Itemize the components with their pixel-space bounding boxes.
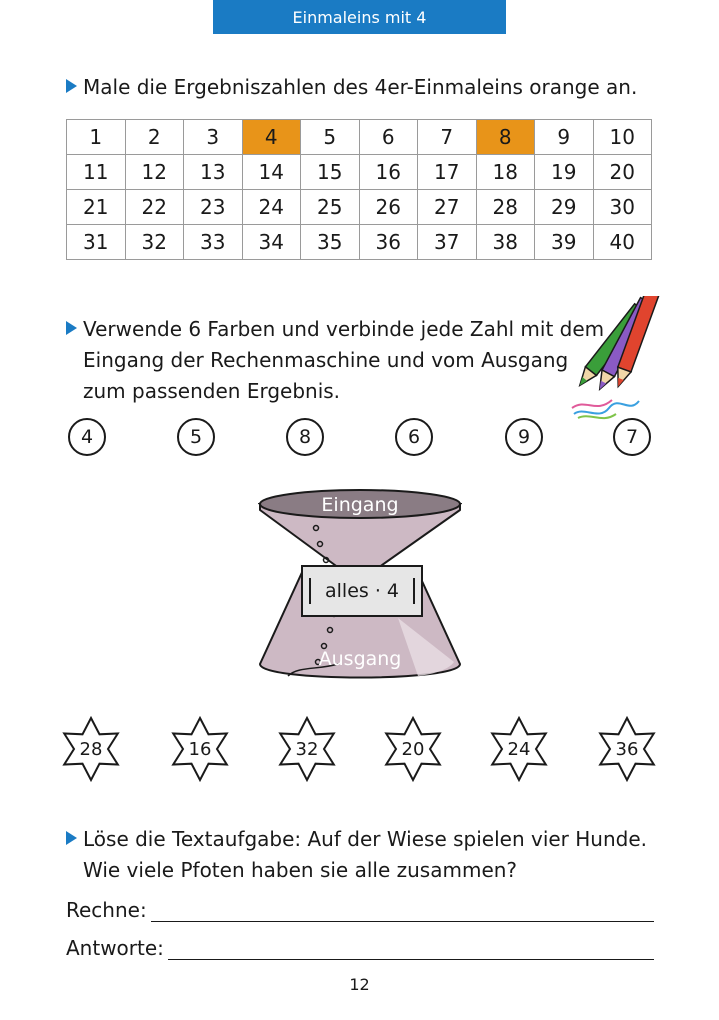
- grid-cell[interactable]: 5: [301, 120, 360, 155]
- grid-cell[interactable]: 21: [67, 190, 126, 225]
- grid-row: [67, 190, 652, 225]
- input-number-circle[interactable]: 5: [177, 418, 215, 456]
- grid-cell[interactable]: 38: [476, 225, 535, 260]
- number-grid: [66, 119, 652, 260]
- grid-cell[interactable]: 2: [125, 120, 184, 155]
- input-number-circle[interactable]: 8: [286, 418, 324, 456]
- input-number-circle[interactable]: 9: [505, 418, 543, 456]
- grid-cell[interactable]: 19: [535, 155, 594, 190]
- grid-cell[interactable]: 30: [593, 190, 652, 225]
- grid-cell[interactable]: 4: [242, 120, 301, 155]
- calc-line[interactable]: [66, 898, 654, 922]
- task-1-text: Male die Ergebniszahlen des 4er-Einmaleins orange an.: [83, 75, 638, 99]
- grid-cell[interactable]: 3: [184, 120, 243, 155]
- result-star-value: 28: [79, 738, 103, 760]
- bullet-triangle-icon: [66, 831, 77, 845]
- answer-line[interactable]: [66, 936, 654, 960]
- grid-row: [67, 120, 652, 155]
- result-star[interactable]: [171, 716, 229, 782]
- header-title: Einmaleins mit 4: [292, 7, 427, 27]
- grid-cell[interactable]: 31: [67, 225, 126, 260]
- grid-row: [67, 225, 652, 260]
- grid-cell[interactable]: 13: [184, 155, 243, 190]
- grid-cell[interactable]: 36: [359, 225, 418, 260]
- grid-cell[interactable]: 33: [184, 225, 243, 260]
- grid-cell[interactable]: 16: [359, 155, 418, 190]
- grid-cell[interactable]: 39: [535, 225, 594, 260]
- page-number: 12: [349, 975, 370, 994]
- grid-cell[interactable]: 35: [301, 225, 360, 260]
- task-3-line-2: Wie viele Pfoten haben sie alle zusammen?: [83, 858, 518, 882]
- answer-answer-line[interactable]: [168, 941, 654, 960]
- result-star[interactable]: [62, 716, 120, 782]
- grid-cell[interactable]: 15: [301, 155, 360, 190]
- input-number-circle[interactable]: 6: [395, 418, 433, 456]
- bullet-triangle-icon: [66, 321, 77, 335]
- grid-cell[interactable]: 9: [535, 120, 594, 155]
- task-3-line-1: Löse die Textaufgabe: Auf der Wiese spielen vier Hunde.: [83, 827, 648, 851]
- task-2-line-3: zum passenden Ergebnis.: [83, 379, 341, 403]
- result-star-value: 36: [615, 738, 639, 760]
- grid-cell[interactable]: 29: [535, 190, 594, 225]
- grid-cell[interactable]: 6: [359, 120, 418, 155]
- result-star-value: 24: [507, 738, 531, 760]
- input-number-circle[interactable]: 7: [613, 418, 651, 456]
- bullet-triangle-icon: [66, 79, 77, 93]
- grid-cell[interactable]: 17: [418, 155, 477, 190]
- grid-cell[interactable]: 18: [476, 155, 535, 190]
- grid-cell[interactable]: 40: [593, 225, 652, 260]
- task-2: [66, 314, 604, 407]
- grid-cell[interactable]: 37: [418, 225, 477, 260]
- task-1: [66, 72, 637, 103]
- grid-cell[interactable]: 11: [67, 155, 126, 190]
- grid-cell[interactable]: 8: [476, 120, 535, 155]
- machine-operation-label: alles · 4: [325, 580, 399, 602]
- calc-answer-line[interactable]: [151, 903, 654, 922]
- task-2-line-1: Verwende 6 Farben und verbinde jede Zahl mit dem: [83, 317, 605, 341]
- grid-cell[interactable]: 1: [67, 120, 126, 155]
- input-number-circle[interactable]: 4: [68, 418, 106, 456]
- colored-pencils-icon: [544, 296, 664, 426]
- grid-cell[interactable]: 24: [242, 190, 301, 225]
- result-star[interactable]: [490, 716, 548, 782]
- result-star[interactable]: [278, 716, 336, 782]
- grid-cell[interactable]: 32: [125, 225, 184, 260]
- grid-row: [67, 155, 652, 190]
- result-star-value: 16: [188, 738, 212, 760]
- grid-cell[interactable]: 28: [476, 190, 535, 225]
- result-star-value: 20: [401, 738, 425, 760]
- machine-exit-label: Ausgang: [318, 648, 402, 670]
- task-3: [66, 824, 647, 886]
- calc-label: Rechne:: [66, 898, 147, 922]
- task-2-line-2: Eingang der Rechenmaschine und vom Ausgang: [83, 348, 569, 372]
- grid-cell[interactable]: 22: [125, 190, 184, 225]
- page-header: [213, 0, 506, 34]
- grid-cell[interactable]: 23: [184, 190, 243, 225]
- answer-label: Antworte:: [66, 936, 164, 960]
- grid-cell[interactable]: 14: [242, 155, 301, 190]
- machine-entrance-label: Eingang: [321, 494, 399, 516]
- grid-cell[interactable]: 27: [418, 190, 477, 225]
- grid-cell[interactable]: 25: [301, 190, 360, 225]
- result-star[interactable]: [384, 716, 442, 782]
- grid-cell[interactable]: 7: [418, 120, 477, 155]
- grid-cell[interactable]: 10: [593, 120, 652, 155]
- result-star[interactable]: [598, 716, 656, 782]
- grid-cell[interactable]: 12: [125, 155, 184, 190]
- grid-cell[interactable]: 34: [242, 225, 301, 260]
- grid-cell[interactable]: 20: [593, 155, 652, 190]
- result-star-value: 32: [295, 738, 319, 760]
- grid-cell[interactable]: 26: [359, 190, 418, 225]
